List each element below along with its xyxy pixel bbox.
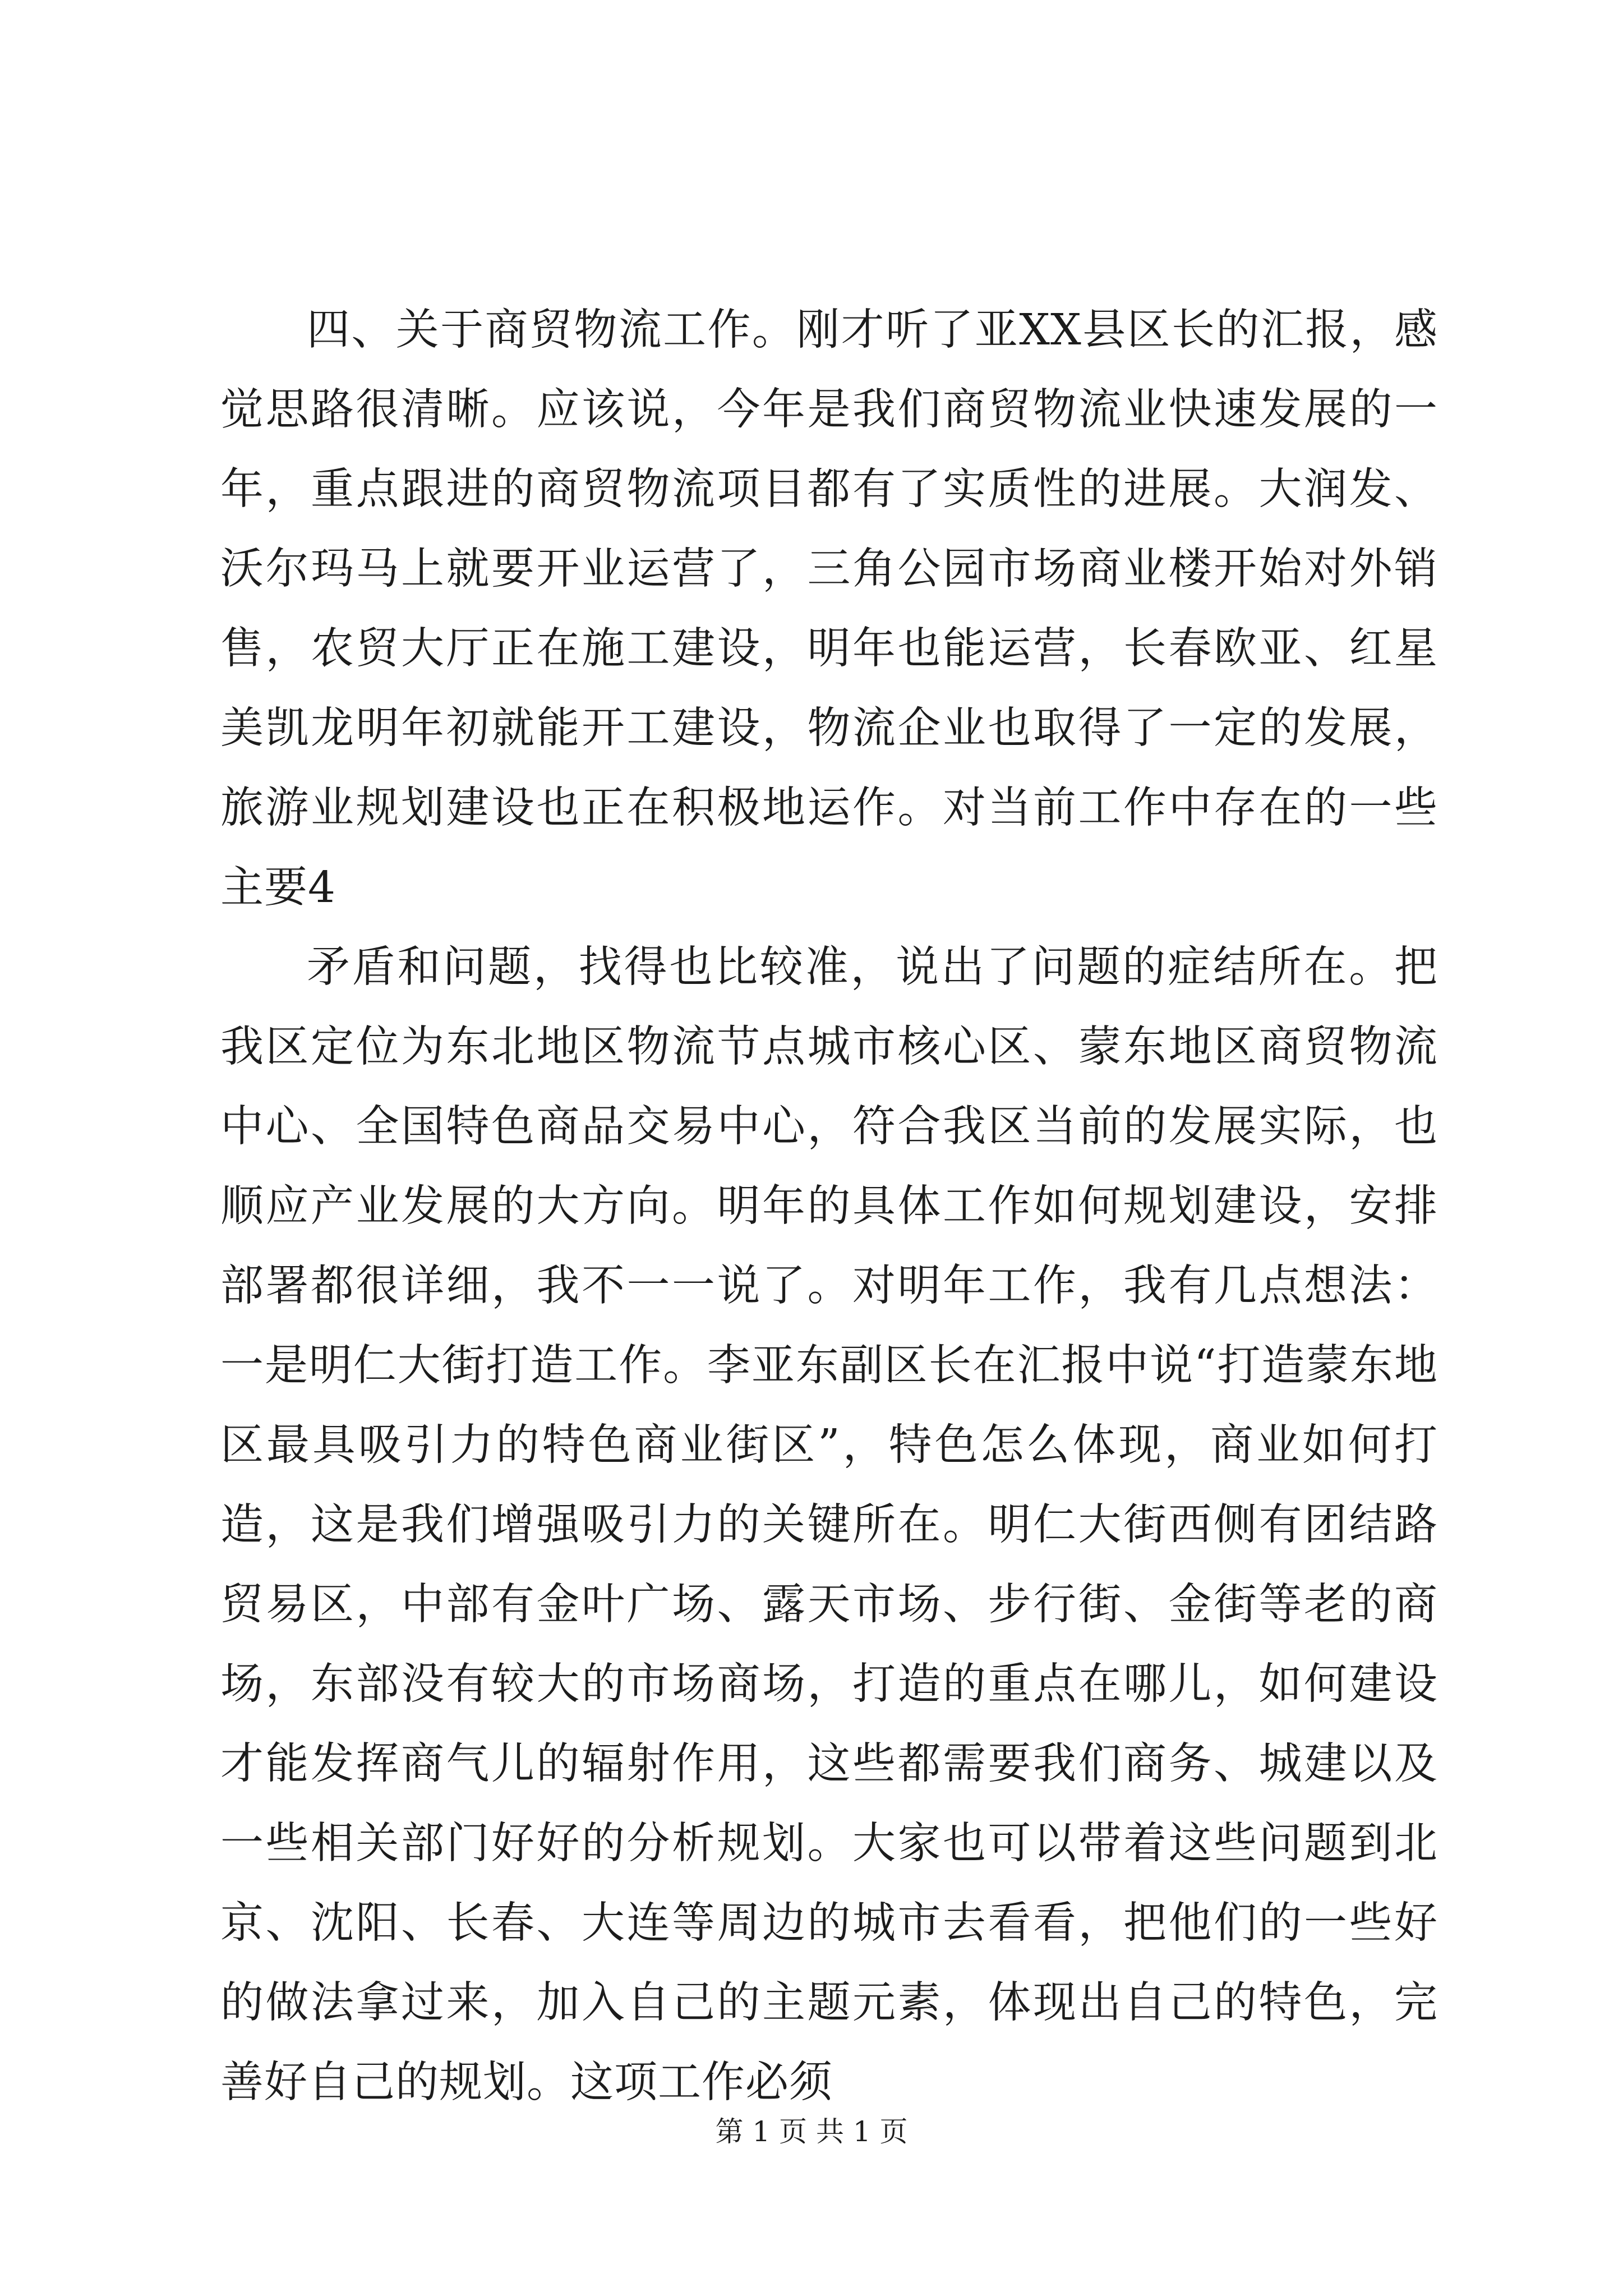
document-body [220,291,1438,2123]
paragraph-2: 矛盾和问题，找得也比较准，说出了问题的症结所在。把我区定位为东北地区物流节点城市核心区、蒙东地区商贸物流中心、全国特色商品交易中心，符合我区当前的发展实际，也顺应产业发展的大方向。明年的具体工作如何规划建设，安排部署都很详细，我不一一说了。对明年工作，我有几点想法：一是明仁大街打造工作。李亚东副区长在汇报中说“打造蒙东地区最具吸引力的特色商业街区”，特色怎么体现，商业如何打造，这是我们增强吸引力的关键所在。明仁大街西侧有团结路贸易区，中部有金叶广场、露天市场、步行街、金街等老的商场，东部没有较大的市场商场，打造的重点在哪儿，如何建设才能发挥商气儿的辐射作用，这些都需要我们商务、城建以及一些相关部门好好的分析规划。大家也可以带着这些问题到北京、沈阳、长春、大连等周边的城市去看看，把他们的一些好的做法拿过来，加入自己的主题元素，体现出自己的特色，完善好自己的规划。这项工作必须 [220,942,1438,2108]
paragraph-1: 四、关于商贸物流工作。刚才听了亚XX县区长的汇报，感觉思路很清晰。应该说，今年是我们商贸物流业快速发展的一年，重点跟进的商贸物流项目都有了实质性的进展。大润发、沃尔玛马上就要开业运营了，三角公园市场商业楼开始对外销售，农贸大厅正在施工建设，明年也能运营，长春欧亚、红星美凯龙明年初就能开工建设，物流企业也取得了一定的发展，旅游业规划建设也正在积极地运作。对当前工作中存在的一些主要4 [220,305,1438,913]
page-footer: 第 1 页 共 1 页 [715,2115,908,2148]
